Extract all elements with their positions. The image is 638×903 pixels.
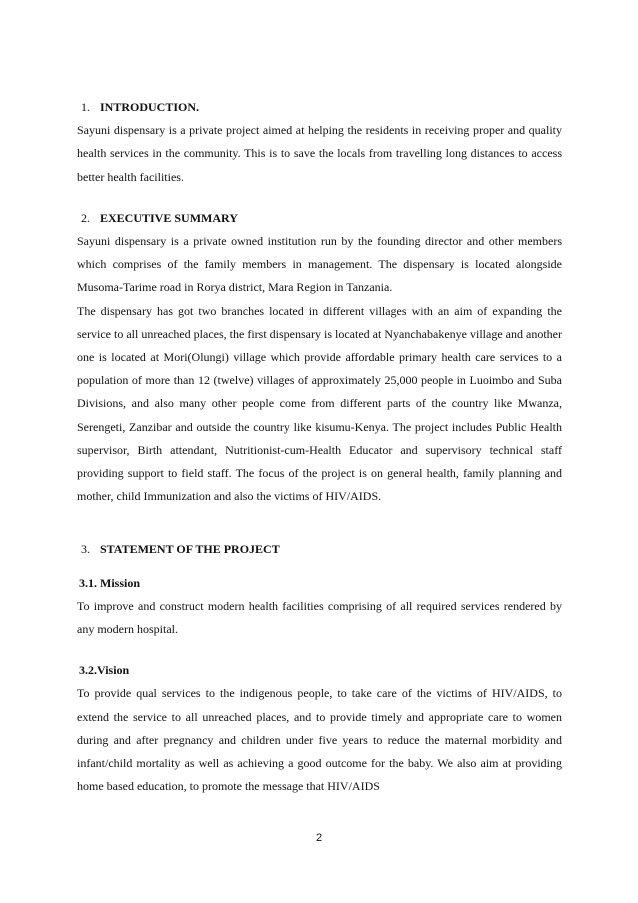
intro-paragraph: Sayuni dispensary is a private project aimed at helping the residents in receiving proper and quality health services in the community. This is to save the locals from travelling long distances to access better health facilities.: [77, 123, 562, 184]
summary-title: EXECUTIVE SUMMARY: [100, 210, 238, 225]
summary-paragraph-1: Sayuni dispensary is a private owned institution run by the founding director and other members which comprises of the family members in management. The dispensary is located alongside Musoma-Tarime road in Rorya district, Mara Region in Tanzania.: [77, 234, 562, 295]
statement-number: 3.: [81, 542, 90, 557]
intro-heading: [77, 96, 562, 119]
vision-paragraph: To provide qual services to the indigenous people, to take care of the victims of HIV/AIDS, to extend the service to all unreached places, and to provide timely and appropriate care to women during and after pregnancy and children under five years to reduce the maternal morbidity and infant/child mortality as well as achieving a good outcome for the baby. We also aim at providing home based education, to promote the message that HIV/AIDS: [77, 686, 562, 794]
summary-paragraph-2: The dispensary has got two branches located in different villages with an aim of expanding the service to all unreached places, the first dispensary is located at Nyanchabakenye village and another one is located at Mori(Olungi) village which provide affordable primary health care services to a population of more than 12 (twelve) villages of approximately 25,000 people in Luoimbo and Suba Divisions, and also many other people come from different parts of the country like Mwanza, Serengeti, Zanzibar and outside the country like kisumu-Kenya. The project includes Public Health supervisor, Birth attendant, Nutritionist-cum-Health Educator and supervisory technical staff providing support to field staff. The focus of the project is on general health, family planning and mother, child Immunization and also the victims of HIV/AIDS.: [77, 303, 562, 504]
intro-title: INTRODUCTION.: [100, 100, 200, 114]
summary-number: 2.: [81, 210, 90, 225]
summary-heading: [77, 207, 562, 230]
mission-heading: 3.1. Mission: [79, 575, 141, 590]
intro-number: 1.: [81, 100, 90, 114]
vision-heading: 3.2.Vision: [79, 663, 130, 678]
statement-title: STATEMENT OF THE PROJECT: [100, 542, 280, 557]
page-number: 2: [315, 832, 323, 844]
statement-heading: [77, 538, 562, 561]
document-page: [77, 96, 562, 798]
mission-paragraph: To improve and construct modern health facilities comprising of all required services rendered by any modern hospital.: [77, 598, 562, 637]
